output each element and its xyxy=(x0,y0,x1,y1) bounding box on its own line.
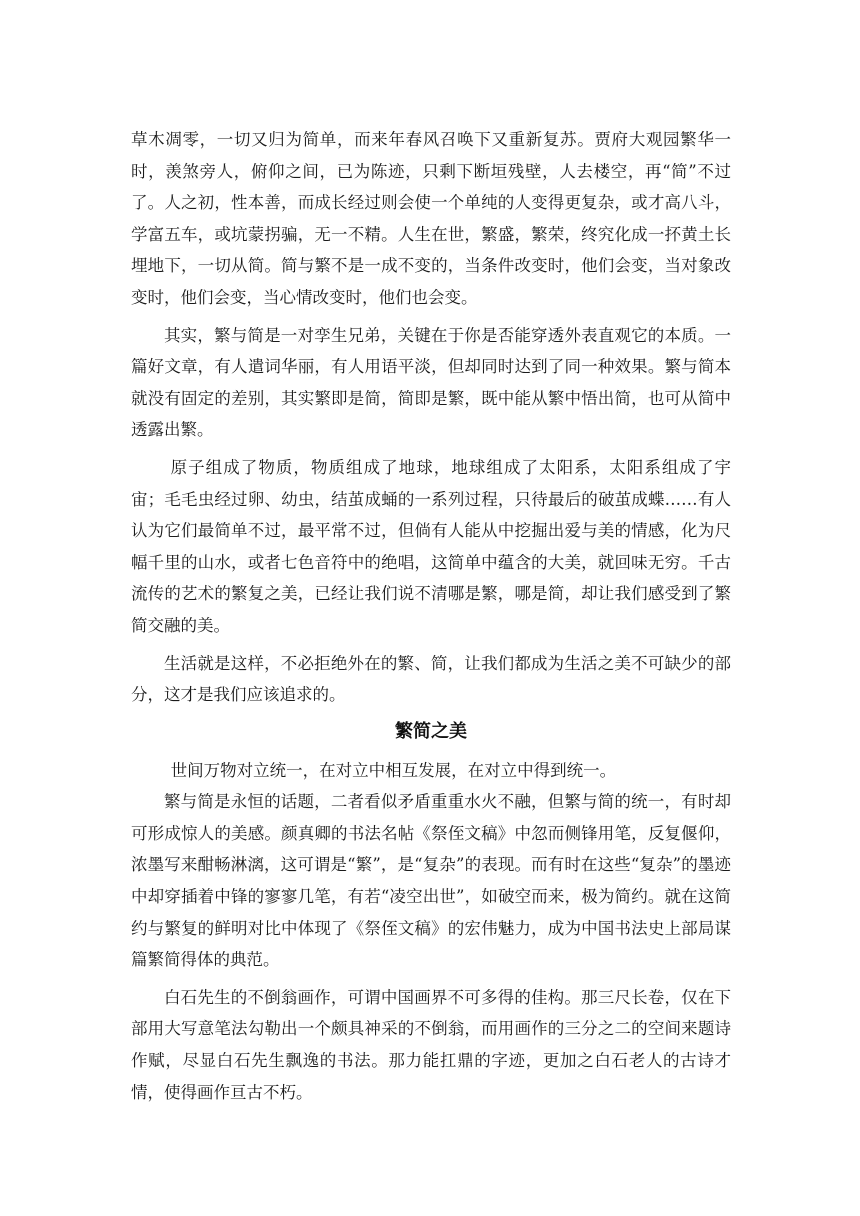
paragraph-7: 白石先生的不倒翁画作，可谓中国画界不可多得的佳构。那三尺长卷，仅在下部用大写意笔法勾勒出一个颇具神采的不倒翁，而用画作的三分之二的空间来题诗作赋，尽显白石先生飘逸的书法。那力能扛鼎的字迹，更加之白石老人的古诗才情，使得画作亘古不朽。 xyxy=(131,987,731,1102)
document-page xyxy=(131,124,731,1108)
paragraph-2: 其实，繁与简是一对孪生兄弟，关键在于你是否能穿透外表直观它的本质。一篇好文章，有人遣词华丽，有人用语平淡，但却同时达到了同一种效果。繁与简本就没有固定的差别，其实繁即是简，简即是繁，既中能从繁中悟出简，也可从简中透露出繁。 xyxy=(131,325,731,440)
paragraph-4: 生活就是这样，不必拒绝外在的繁、简，让我们都成为生活之美不可缺少的部分，这才是我们应该追求的。 xyxy=(131,653,731,705)
paragraph-1: 草木凋零，一切又归为简单，而来年春风召唤下又重新复苏。贾府大观园繁华一时，羡煞旁人，俯仰之间，已为陈迹，只剩下断垣残壁，人去楼空，再“简”不过了。人之初，性本善，而成长经过则会使一个单纯的人变得更复杂，或才高八斗，学富五车，或坑蒙拐骗，无一不精。人生在世，繁盛，繁荣，终究化成一抔黄土长埋地下，一切从简。简与繁不是一成不变的，当条件改变时，他们会变，当对象改变时，他们会变，当心情改变时，他们也会变。 xyxy=(131,130,731,307)
paragraph-6: 繁与简是永恒的话题，二者看似矛盾重重水火不融，但繁与简的统一，有时却可形成惊人的美感。颜真卿的书法名帖《祭侄文稿》中忽而侧锋用笔，反复偃仰，浓墨写来酣畅淋漓，这可谓是“繁”，是“复杂”的表现。而有时在这些“复杂”的墨迹中却穿插着中锋的寥寥几笔，有若“凌空出世”，如破空而来，极为简约。就在这简约与繁复的鲜明对比中体现了《祭侄文稿》的宏伟魅力，成为中国书法史上部局谋篇繁简得体的典范。 xyxy=(131,792,731,970)
paragraph-5: 世间万物对立统一，在对立中相互发展，在对立中得到统一。 xyxy=(170,760,617,780)
paragraph-3: 原子组成了物质，物质组成了地球，地球组成了太阳系，太阳系组成了宇宙；毛毛虫经过卵、幼虫，结茧成蛹的一系列过程，只待最后的破茧成蝶……有人认为它们最简单不过，最平常不过，但倘有人能从中挖掘出爱与美的情感，化为尺幅千里的山水，或者七色音符中的绝唱，这简单中蕴含的大美，就回味无穷。千古流传的艺术的繁复之美，已经让我们说不清哪是繁，哪是简，却让我们感受到了繁简交融的美。 xyxy=(131,457,731,635)
essay-title: 繁简之美 xyxy=(395,720,467,742)
